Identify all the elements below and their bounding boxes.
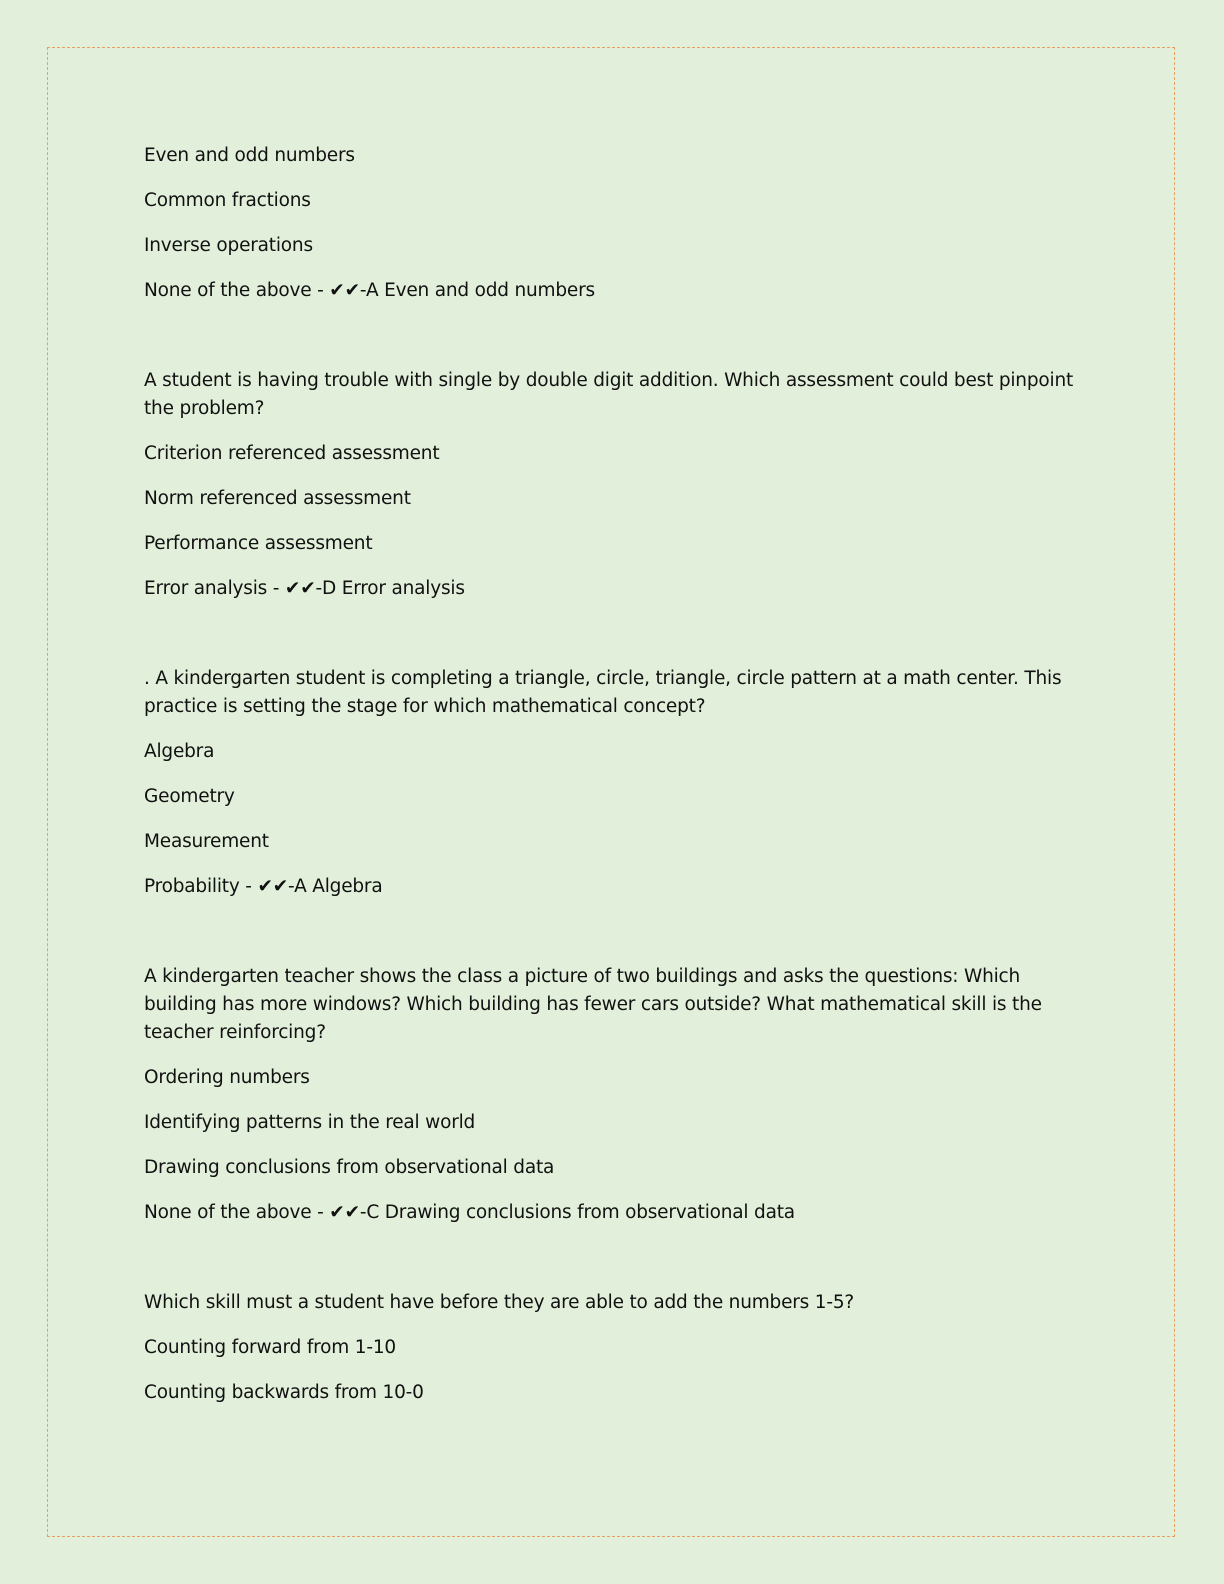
- option-text: Ordering numbers: [144, 1067, 310, 1088]
- option-text: Even and odd numbers: [144, 145, 355, 166]
- last-option-text: None of the above -: [144, 280, 330, 301]
- option-text: Identifying patterns in the real world: [144, 1112, 476, 1133]
- last-option-text: None of the above -: [144, 1202, 330, 1223]
- option-text: Inverse operations: [144, 235, 313, 256]
- option-text: Counting backwards from 10-0: [144, 1382, 424, 1403]
- last-option-text: Error analysis -: [144, 578, 285, 599]
- answer-text: -A Algebra: [288, 876, 383, 897]
- answer-line: [144, 873, 1084, 901]
- option-text: Measurement: [144, 831, 269, 852]
- answer-line: [144, 1199, 1084, 1227]
- checkmark-icon: ✔✔: [284, 578, 316, 599]
- question-block: [144, 665, 1084, 901]
- checkmark-icon: ✔✔: [329, 280, 360, 301]
- question-text: Which skill must a student have before they are able to add the numbers 1-5?: [144, 1292, 855, 1313]
- checkmark-icon: ✔✔: [329, 1202, 360, 1223]
- option-text: Performance assessment: [144, 533, 373, 554]
- option-text: Criterion referenced assessment: [144, 443, 440, 464]
- answer-line: [144, 575, 1084, 603]
- question-block: [144, 963, 1084, 1227]
- question-text: . A kindergarten student is completing a triangle, circle, triangle, circle pattern at a math center. This practice is setting the stage for which mathematical concept?: [144, 668, 1062, 717]
- option-text: Norm referenced assessment: [144, 488, 411, 509]
- option-text: Drawing conclusions from observational data: [144, 1157, 555, 1178]
- question-block: [144, 142, 1084, 305]
- answer-text: -D Error analysis: [315, 578, 465, 599]
- option-text: Geometry: [144, 786, 235, 807]
- last-option-text: Probability -: [144, 876, 258, 897]
- question-text: A kindergarten teacher shows the class a picture of two buildings and asks the questions: Which building has more windows? Which building has fewer cars outside? What mathematical skill is the teacher reinforcing?: [144, 966, 1042, 1043]
- document-content: [144, 142, 1084, 1424]
- question-block: [144, 1289, 1084, 1407]
- option-text: Counting forward from 1-10: [144, 1337, 396, 1358]
- option-text: Algebra: [144, 741, 215, 762]
- answer-text: -A Even and odd numbers: [359, 280, 595, 301]
- answer-text: -C Drawing conclusions from observational data: [359, 1202, 795, 1223]
- question-block: [144, 367, 1084, 603]
- question-text: A student is having trouble with single by double digit addition. Which assessment could best pinpoint the problem?: [144, 370, 1074, 419]
- answer-line: [144, 277, 1084, 305]
- option-text: Common fractions: [144, 190, 311, 211]
- checkmark-icon: ✔✔: [257, 876, 289, 897]
